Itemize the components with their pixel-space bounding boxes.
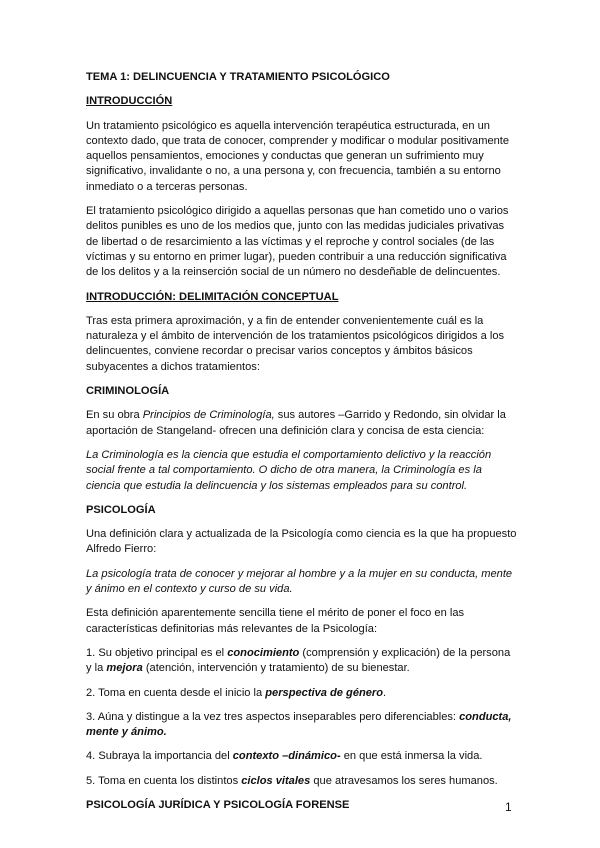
criminologia-definition-quote: La Criminología es la ciencia que estudia el comportamiento delictivo y la reacción social frente a tal comportamiento. O dicho de otra manera, la Criminología es la ciencia que estudia la delincuencia y los sistemas empleados para su control. xyxy=(86,448,492,492)
list-item-4 xyxy=(86,749,518,764)
criminologia-work-title: Principios de Criminología, xyxy=(142,409,275,422)
list-item-2-emphasis: perspectiva de género xyxy=(265,686,384,699)
heading-delimitacion: INTRODUCCIÓN: DELIMITACIÓN CONCEPTUAL xyxy=(86,290,339,303)
heading-psicologia: PSICOLOGÍA xyxy=(86,503,156,516)
list-item-3-text-a: 3. Aúna y distingue a la vez tres aspectos inseparables pero diferenciables: xyxy=(86,710,460,723)
page-number: 1 xyxy=(505,800,512,814)
document-title: TEMA 1: DELINCUENCIA Y TRATAMIENTO PSICOLÓGICO xyxy=(86,71,390,83)
heading-psicologia-juridica-forense: PSICOLOGÍA JURÍDICA Y PSICOLOGÍA FORENSE xyxy=(86,798,350,811)
list-item-1-text-a: 1. Su objetivo principal es el xyxy=(86,646,228,659)
list-item-2-text-c: . xyxy=(383,686,387,699)
list-item-2-text-a: 2. Toma en cuenta desde el inicio la xyxy=(86,686,266,699)
criminologia-paragraph xyxy=(86,408,518,439)
list-item-2 xyxy=(86,686,518,701)
list-item-5 xyxy=(86,774,518,789)
intro-paragraph-1: Un tratamiento psicológico es aquella intervención terapéutica estructurada, en un contexto dado, que trata de conocer, comprender y modificar o modular positivamente aquellos pensamientos, emociones y conductas que generan un sufrimiento muy significativo, invalidante o no, a una persona y, con frecuencia, también a su entorno inmediato o a terceras personas. xyxy=(86,119,510,193)
list-item-4-text-c: en que está inmersa la vida. xyxy=(340,750,483,763)
list-item-1-text-c: (comprensión y explicación) de la persona y la xyxy=(86,646,511,675)
psicologia-definition-quote: La psicología trata de conocer y mejorar al hombre y a la mujer en su conducta, mente y ánimo en el contexto y curso de su vida. xyxy=(86,567,513,596)
criminologia-text-b: sus autores –Garrido y Redondo, sin olvidar la aportación de Stangeland- ofrecen una definición clara y concisa de esta ciencia: xyxy=(86,409,506,437)
heading-introduccion: INTRODUCCIÓN xyxy=(86,95,173,108)
list-item-4-emphasis: contexto –dinámico- xyxy=(232,750,341,763)
list-item-4-text-a: 4. Subraya la importancia del xyxy=(86,750,233,763)
list-item-1 xyxy=(86,646,518,677)
intro-paragraph-2: El tratamiento psicológico dirigido a aquellas personas que han cometido uno o varios delitos punibles es uno de los medios que, junto con las medidas judiciales privativas de libertad o de resarcimiento a las víctimas y el reproche y control sociales (de las víctimas y su entorno en primer lugar), pueden contribuir a una reducción significativa de los delitos y a la reinserción social de un número no desdeñable de delincuentes. xyxy=(86,205,509,279)
list-item-1-emphasis-1: conocimiento xyxy=(227,646,300,659)
criminologia-text-a: En su obra xyxy=(86,409,143,422)
psicologia-paragraph-2: Esta definición aparentemente sencilla tiene el mérito de poner el foco en las características definitorias más relevantes de la Psicología: xyxy=(86,607,465,635)
list-item-5-text-c: que atravesamos los seres humanos. xyxy=(310,774,498,787)
list-item-5-text-a: 5. Toma en cuenta los distintos xyxy=(86,774,242,787)
list-item-3-emphasis: conducta, mente y ánimo. xyxy=(86,710,512,739)
document-page xyxy=(86,70,518,822)
list-item-5-emphasis: ciclos vitales xyxy=(241,774,311,787)
list-item-1-text-d: (atención, intervención y tratamiento) de su bienestar. xyxy=(142,662,410,675)
delimitacion-paragraph: Tras esta primera aproximación, y a fin de entender convenientemente cuál es la naturaleza y el ámbito de intervención de los tratamientos psicológicos dirigidos a los delincuentes, conviene recordar o precisar varios conceptos y ámbitos básicos subyacentes a dichos tratamientos: xyxy=(86,314,505,373)
list-item-1-emphasis-2: mejora xyxy=(106,662,143,675)
psicologia-paragraph-1: Una definición clara y actualizada de la Psicología como ciencia es la que ha propuesto Alfredo Fierro: xyxy=(86,528,517,556)
heading-criminologia: CRIMINOLOGÍA xyxy=(86,385,170,398)
list-item-3 xyxy=(86,710,518,741)
